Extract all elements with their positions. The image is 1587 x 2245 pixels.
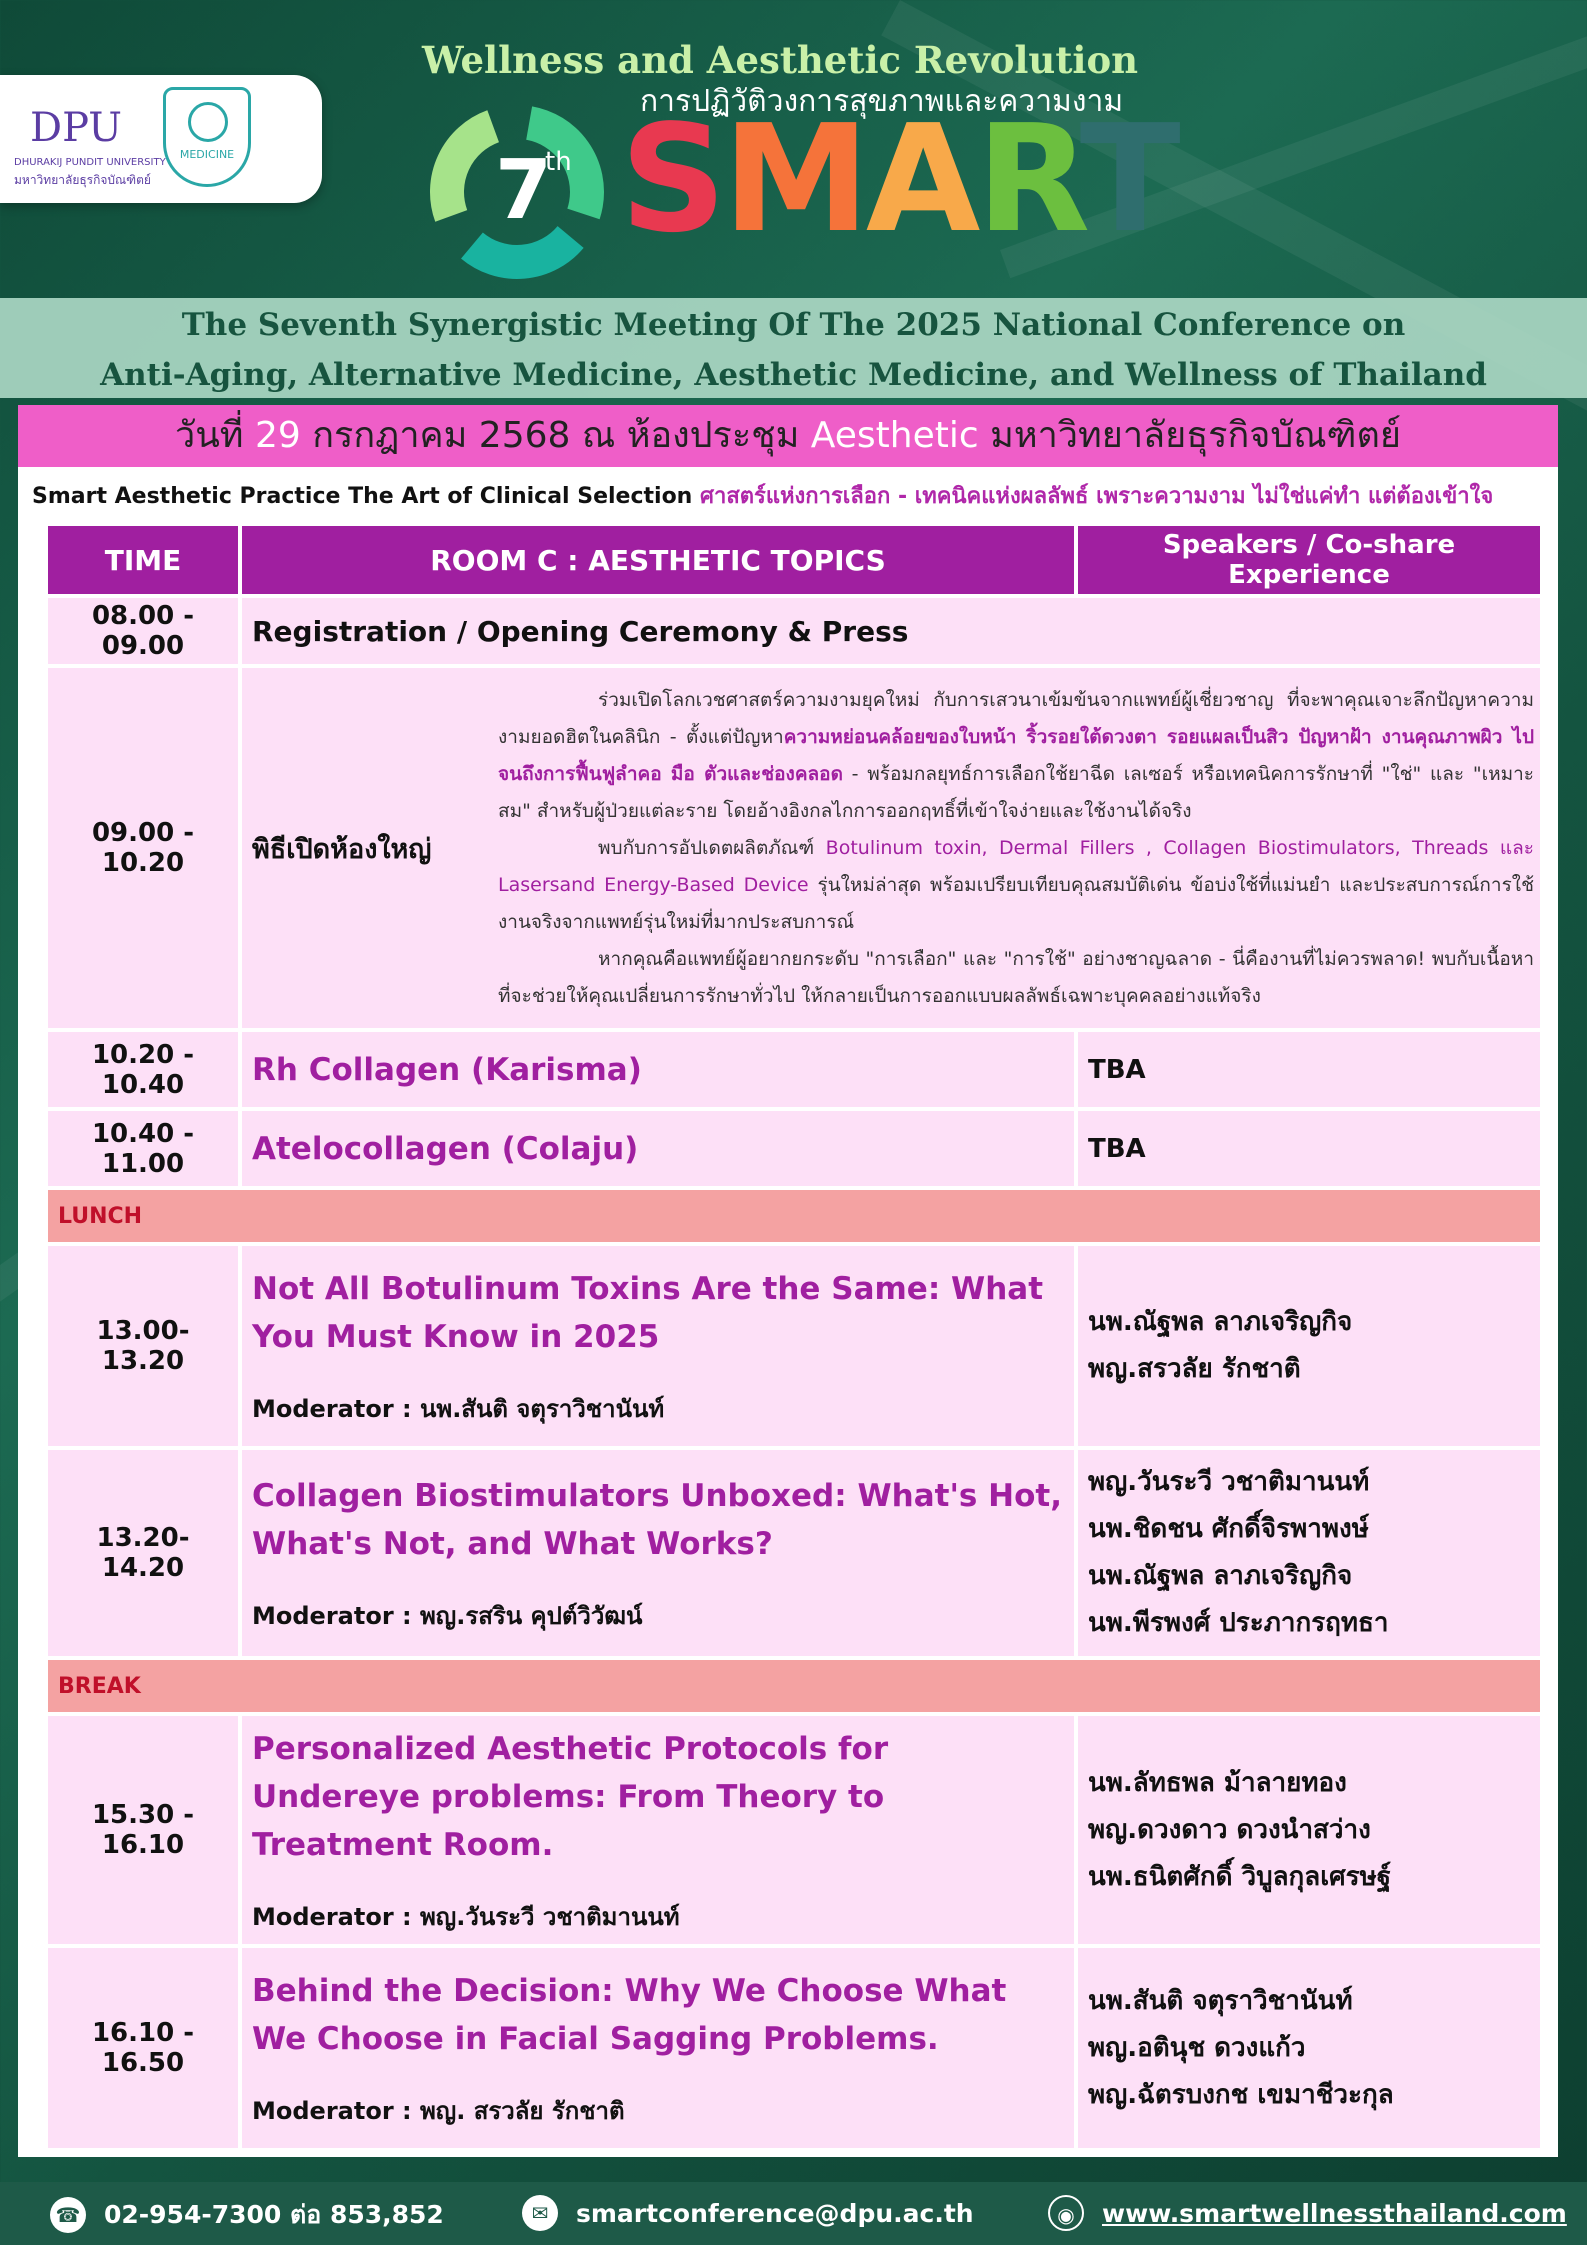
header-topics: ROOM C : AESTHETIC TOPICS	[242, 526, 1074, 594]
seventh-edition-ring-icon	[425, 100, 610, 285]
desc-text: - พร้อมกลยุทธ์การเลือกใช้ยาฉีด เลเซอร์ หรือเทคนิคการรักษาที่ "ใช่" และ "เหมาะสม" สำหรับผู้ป่วยแต่ละราย โดยอ้างอิงกลไกการออกฤทธิ์ที่เข้าใจง่ายและใช้งานได้จริง	[498, 762, 1534, 822]
break-row	[48, 1660, 1540, 1712]
time-cell: 08.00 - 09.00	[48, 598, 238, 664]
event-tagline-en: Wellness and Aesthetic Revolution	[421, 38, 1139, 82]
date-day: 29	[254, 415, 301, 456]
dpu-logo-text: DPU	[30, 105, 122, 151]
venue-text: มหาวิทยาลัยธุรกิจบัณฑิตย์	[978, 415, 1402, 456]
session-cell	[242, 1716, 1074, 1944]
poster-header	[0, 0, 1587, 298]
contact-footer	[0, 2182, 1587, 2245]
speaker-name: พญ.วันระวี วชาติมานนท์	[1088, 1467, 1370, 1497]
time-cell: 10.40 - 11.00	[48, 1111, 238, 1186]
break-label: BREAK	[48, 1660, 1540, 1712]
conference-title-line-2: Anti-Aging, Alternative Medicine, Aesthetic Medicine, and Wellness of Thailand	[100, 357, 1487, 393]
table-row	[48, 1948, 1540, 2148]
speaker-list	[1078, 1716, 1540, 1944]
opening-description	[492, 672, 1540, 1025]
session-moderator: Moderator : พญ.รสริน คุปต์วิวัฒน์	[252, 1601, 643, 1630]
college-label: MEDICINE	[179, 148, 235, 161]
table-row	[48, 1111, 1540, 1186]
logo-letter: S	[620, 93, 723, 265]
speaker-name: นพ.ณัฐพล ลาภเจริญกิจ	[1088, 1307, 1353, 1337]
dpu-name-en: DHURAKIJ PUNDIT UNIVERSITY	[14, 157, 166, 168]
logo-letter: A	[865, 93, 977, 265]
session-moderator: Moderator : พญ. สรวลัย รักชาติ	[252, 2096, 625, 2125]
lunch-row	[48, 1190, 1540, 1242]
footer-phone[interactable]	[50, 2195, 444, 2235]
table-row	[48, 1246, 1540, 1446]
opening-title: พิธีเปิดห้องใหญ่	[252, 833, 432, 865]
header-speakers: Speakers / Co-share Experience	[1078, 526, 1540, 594]
table-row	[48, 1716, 1540, 1944]
date-text: วันที่	[174, 415, 255, 456]
phone-icon: ☎	[50, 2197, 86, 2233]
medicine-college-emblem	[163, 87, 251, 187]
description-paragraph	[498, 682, 1534, 830]
speaker-name: นพ.ณัฐพล ลาภเจริญกิจ	[1088, 1561, 1353, 1591]
tree-icon	[188, 102, 228, 142]
speaker-name: นพ.พีรพงศ์ ประภากรฤทธา	[1088, 1608, 1389, 1638]
session-cell	[242, 1450, 1074, 1656]
session-title: Collagen Biostimulators Unboxed: What's Hot, What's Not, and What Works?	[252, 1477, 1063, 1562]
desc-highlight: ความหย่อนคล้อยของใบหน้า ริ้วรอยใต้ดวงตา รอยแผลเป็นสิว ปัญหาฝ้า งานคุณภาพผิว ไปจนถึงการฟื้นฟูลำคอ มือ ตัวและช่องคลอด	[498, 725, 1534, 785]
registration-label: Registration / Opening Ceremony & Press	[242, 598, 1540, 664]
description-paragraph	[498, 830, 1534, 941]
program-tagline	[32, 478, 1557, 513]
desc-highlight: Botulinum toxin, Dermal Fillers , Collagen Biostimulators, Threads และ Lasersand Energy-Based Device	[498, 836, 1534, 896]
email-address: smartconference@dpu.ac.th	[576, 2198, 974, 2228]
university-logo-card	[0, 75, 322, 203]
speaker-name: พญ.อตินุช ดวงแก้ว	[1088, 2032, 1306, 2063]
session-moderator: Moderator : พญ.วันระวี วชาติมานนท์	[252, 1902, 680, 1931]
conference-title-band	[0, 298, 1587, 398]
speaker-name: นพ.ชิดชน ศักดิ์จิรพาพงษ์	[1088, 1514, 1369, 1544]
speaker-name: พญ.ดวงดาว ดวงนำสว่าง	[1088, 1814, 1371, 1845]
speaker-name: พญ.สรวลัย รักชาติ	[1088, 1354, 1301, 1384]
session-title: Personalized Aesthetic Protocols for Undereye problems: From Theory to Treatment Room.	[252, 1730, 889, 1863]
phone-number: 02-954-7300 ต่อ 853,852	[104, 2200, 444, 2229]
session-speaker: TBA	[1078, 1032, 1540, 1107]
session-cell	[242, 1948, 1074, 2148]
session-title: Behind the Decision: Why We Choose What We Choose in Facial Sagging Problems.	[252, 1972, 1007, 2057]
description-paragraph: หากคุณคือแพทย์ผู้อยากยกระดับ "การเลือก" และ "การใช้" อย่างชาญฉลาด - นี่คืองานที่ไม่ควรพลาด! พบกับเนื้อหาที่จะช่วยให้คุณเปลี่ยนการรักษาทั่วไป ให้กลายเป็นการออกแบบผลลัพธ์เฉพาะบุคคลอย่างแท้จริง	[498, 947, 1534, 1007]
speaker-list	[1078, 1246, 1540, 1446]
session-title: Atelocollagen (Colaju)	[242, 1111, 1074, 1186]
time-cell: 10.20 - 10.40	[48, 1032, 238, 1107]
speaker-list	[1078, 1450, 1540, 1656]
edition-number: 7	[495, 143, 553, 238]
event-tagline-th: การปฏิวัติวงการสุขภาพและความงาม	[640, 84, 1124, 119]
time-cell: 16.10 - 16.50	[48, 1948, 238, 2148]
event-date-bar	[18, 405, 1558, 467]
date-text: กรกฎาคม 2568 ณ ห้องประชุม	[300, 415, 811, 456]
time-cell: 09.00 - 10.20	[48, 668, 238, 1028]
table-row	[48, 1032, 1540, 1107]
room-name: Aesthetic	[810, 415, 979, 456]
footer-website[interactable]	[1048, 2195, 1567, 2231]
table-row	[48, 1450, 1540, 1656]
footer-email[interactable]	[522, 2195, 974, 2231]
opening-cell	[242, 668, 1540, 1028]
dpu-name-th: มหาวิทยาลัยธุรกิจบัณฑิตย์	[14, 173, 151, 187]
tagline-en: Smart Aesthetic Practice The Art of Clinical Selection	[32, 484, 701, 509]
time-cell: 15.30 - 16.10	[48, 1716, 238, 1944]
desc-text: ร่วมเปิดโลกเวชศาสตร์ความงามยุคใหม่ กับการเสวนาเข้มข้นจากแพทย์ผู้เชี่ยวชาญ ที่จะพาคุณเจาะลึกปัญหาความงามยอดฮิตในคลินิก - ตั้งแต่ปัญหา	[498, 688, 1534, 748]
header-time: TIME	[48, 526, 238, 594]
desc-text: รุ่นใหม่ล่าสุด พร้อมเปรียบเทียบคุณสมบัติเด่น ข้อบ่งใช้ที่แม่นยำ และประสบการณ์การใช้งานจริงจากแพทย์รุ่นใหม่ที่มากประสบการณ์	[498, 873, 1534, 933]
desc-text: พบกับการอัปเดตผลิตภัณฑ์	[598, 836, 826, 859]
session-title: Not All Botulinum Toxins Are the Same: What You Must Know in 2025	[252, 1270, 1044, 1355]
session-title: Rh Collagen (Karisma)	[242, 1032, 1074, 1107]
session-cell	[242, 1246, 1074, 1446]
edition-suffix: th	[545, 147, 572, 177]
conference-title-line-1: The Seventh Synergistic Meeting Of The 2025 National Conference on	[181, 307, 1406, 343]
table-row	[48, 598, 1540, 664]
session-moderator: Moderator : นพ.สันติ จตุราวิชานันท์	[252, 1394, 665, 1423]
speaker-list	[1078, 1948, 1540, 2148]
globe-icon: ◉	[1048, 2195, 1084, 2231]
schedule-table	[44, 522, 1544, 2152]
logo-letter: T	[1079, 93, 1177, 265]
time-cell: 13.20-14.20	[48, 1450, 238, 1656]
tagline-th: ศาสตร์แห่งการเลือก - เทคนิคแห่งผลลัพธ์ เพราะความงาม ไม่ใช่แค่ทำ แต่ต้องเข้าใจ	[700, 484, 1494, 509]
lunch-label: LUNCH	[48, 1190, 1540, 1242]
speaker-name: นพ.สันติ จตุราวิชานันท์	[1088, 1985, 1353, 2016]
time-cell: 13.00-13.20	[48, 1246, 238, 1446]
mail-icon: ✉	[522, 2195, 558, 2231]
table-row	[48, 668, 1540, 1028]
session-speaker: TBA	[1078, 1111, 1540, 1186]
logo-letter: R	[976, 93, 1080, 265]
speaker-name: นพ.ธนิตศักดิ์ วิบูลกุลเศรษฐ์	[1088, 1861, 1392, 1892]
table-header-row	[48, 526, 1540, 594]
speaker-name: พญ.ฉัตรบงกช เขมาชีวะกุล	[1088, 2079, 1394, 2110]
logo-letter: M	[722, 93, 866, 265]
speaker-name: นพ.ลัทธพล ม้าลายทอง	[1088, 1767, 1347, 1798]
website-link[interactable]: www.smartwellnessthailand.com	[1102, 2198, 1567, 2228]
